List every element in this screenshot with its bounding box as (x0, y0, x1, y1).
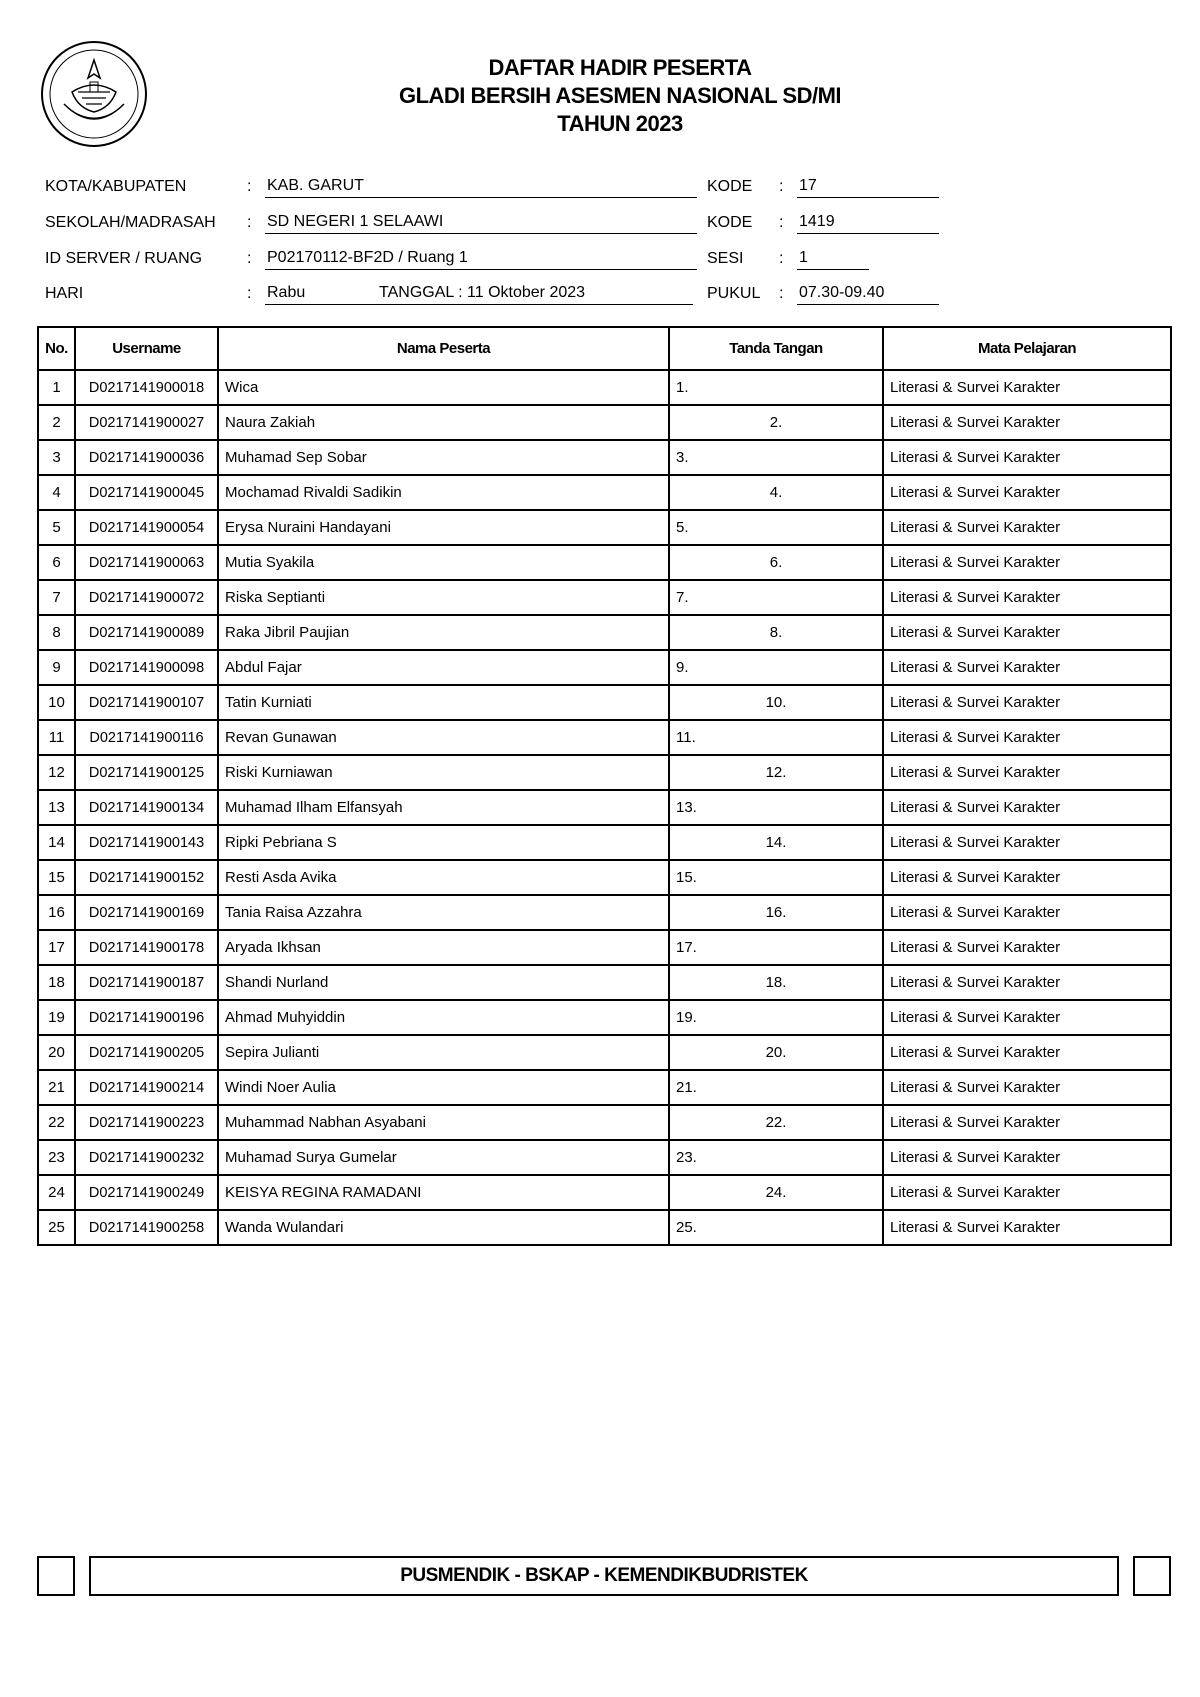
row-subject: Literasi & Survei Karakter (883, 1105, 1171, 1140)
tanggal-field (379, 284, 693, 305)
row-no: 11 (38, 720, 75, 755)
row-username: D0217141900205 (75, 1035, 218, 1070)
row-name: Erysa Nuraini Handayani (218, 510, 669, 545)
row-subject: Literasi & Survei Karakter (883, 1175, 1171, 1210)
row-subject: Literasi & Survei Karakter (883, 1035, 1171, 1070)
row-no: 16 (38, 895, 75, 930)
row-name: Naura Zakiah (218, 405, 669, 440)
row-no: 21 (38, 1070, 75, 1105)
table-row (38, 440, 1171, 475)
table-row (38, 615, 1171, 650)
row-signature: 2. (669, 405, 883, 440)
row-signature: 6. (669, 545, 883, 580)
row-no: 8 (38, 615, 75, 650)
row-no: 13 (38, 790, 75, 825)
row-no: 18 (38, 965, 75, 1000)
table-row (38, 580, 1171, 615)
table-row (38, 1140, 1171, 1175)
title-line-1: DAFTAR HADIR PESERTA (488, 55, 752, 80)
row-name: Revan Gunawan (218, 720, 669, 755)
row-subject: Literasi & Survei Karakter (883, 1210, 1171, 1245)
table-row (38, 860, 1171, 895)
sekolah-label: SEKOLAH/MADRASAH (45, 214, 216, 231)
row-username: D0217141900072 (75, 580, 218, 615)
row-username: D0217141900036 (75, 440, 218, 475)
header-mata-pelajaran: Mata Pelajaran (883, 327, 1171, 370)
kode1-label: KODE (707, 178, 753, 195)
server-value: P02170112-BF2D / Ruang 1 (265, 249, 697, 270)
row-subject: Literasi & Survei Karakter (883, 615, 1171, 650)
row-username: D0217141900089 (75, 615, 218, 650)
row-no: 2 (38, 405, 75, 440)
row-name: Riska Septianti (218, 580, 669, 615)
row-subject: Literasi & Survei Karakter (883, 790, 1171, 825)
row-no: 1 (38, 370, 75, 405)
row-subject: Literasi & Survei Karakter (883, 405, 1171, 440)
row-signature: 5. (669, 510, 883, 545)
row-username: D0217141900116 (75, 720, 218, 755)
row-no: 7 (38, 580, 75, 615)
table-row (38, 510, 1171, 545)
attendance-table (37, 326, 1172, 1246)
table-row (38, 475, 1171, 510)
row-signature: 18. (669, 965, 883, 1000)
table-row (38, 1175, 1171, 1210)
row-subject: Literasi & Survei Karakter (883, 580, 1171, 615)
row-name: Tania Raisa Azzahra (218, 895, 669, 930)
row-no: 9 (38, 650, 75, 685)
row-no: 3 (38, 440, 75, 475)
tut-wuri-handayani-logo (38, 38, 150, 150)
row-subject: Literasi & Survei Karakter (883, 475, 1171, 510)
kota-label: KOTA/KABUPATEN (45, 178, 187, 195)
row-signature: 14. (669, 825, 883, 860)
table-row (38, 755, 1171, 790)
hari-label: HARI (45, 285, 84, 302)
row-username: D0217141900249 (75, 1175, 218, 1210)
colon: : (247, 285, 252, 302)
row-username: D0217141900134 (75, 790, 218, 825)
sesi-label: SESI (707, 250, 744, 267)
row-signature: 7. (669, 580, 883, 615)
row-signature: 19. (669, 1000, 883, 1035)
row-username: D0217141900258 (75, 1210, 218, 1245)
table-row (38, 1210, 1171, 1245)
row-username: D0217141900063 (75, 545, 218, 580)
table-row (38, 1105, 1171, 1140)
footer-right-box (1133, 1556, 1171, 1596)
row-signature: 24. (669, 1175, 883, 1210)
row-no: 14 (38, 825, 75, 860)
row-no: 6 (38, 545, 75, 580)
header-no: No. (38, 327, 75, 370)
row-signature: 17. (669, 930, 883, 965)
row-username: D0217141900187 (75, 965, 218, 1000)
sekolah-value: SD NEGERI 1 SELAAWI (265, 213, 697, 234)
row-signature: 22. (669, 1105, 883, 1140)
server-label: ID SERVER / RUANG (45, 250, 203, 267)
row-signature: 13. (669, 790, 883, 825)
row-signature: 8. (669, 615, 883, 650)
kode1-value: 17 (797, 177, 939, 198)
row-subject: Literasi & Survei Karakter (883, 755, 1171, 790)
row-no: 22 (38, 1105, 75, 1140)
row-subject: Literasi & Survei Karakter (883, 965, 1171, 1000)
row-subject: Literasi & Survei Karakter (883, 650, 1171, 685)
row-name: Shandi Nurland (218, 965, 669, 1000)
row-username: D0217141900018 (75, 370, 218, 405)
row-subject: Literasi & Survei Karakter (883, 825, 1171, 860)
row-subject: Literasi & Survei Karakter (883, 685, 1171, 720)
hari-value: Rabu (265, 284, 379, 305)
pukul-value: 07.30-09.40 (797, 284, 939, 305)
row-username: D0217141900223 (75, 1105, 218, 1140)
row-no: 17 (38, 930, 75, 965)
row-name: Wica (218, 370, 669, 405)
row-name: Muhammad Nabhan Asyabani (218, 1105, 669, 1140)
row-subject: Literasi & Survei Karakter (883, 895, 1171, 930)
row-no: 20 (38, 1035, 75, 1070)
table-row (38, 895, 1171, 930)
row-name: Aryada Ikhsan (218, 930, 669, 965)
row-no: 23 (38, 1140, 75, 1175)
row-signature: 15. (669, 860, 883, 895)
title-line-2: GLADI BERSIH ASESMEN NASIONAL SD/MI (398, 83, 842, 108)
row-signature: 25. (669, 1210, 883, 1245)
tanggal-label: TANGGAL : (379, 284, 463, 301)
row-name: Muhamad Surya Gumelar (218, 1140, 669, 1175)
row-username: D0217141900045 (75, 475, 218, 510)
row-signature: 1. (669, 370, 883, 405)
header-tanda-tangan: Tanda Tangan (669, 327, 883, 370)
row-username: D0217141900054 (75, 510, 218, 545)
row-no: 10 (38, 685, 75, 720)
table-row (38, 405, 1171, 440)
row-name: Ahmad Muhyiddin (218, 1000, 669, 1035)
colon: : (779, 250, 784, 267)
table-row (38, 545, 1171, 580)
row-username: D0217141900169 (75, 895, 218, 930)
row-subject: Literasi & Survei Karakter (883, 930, 1171, 965)
row-subject: Literasi & Survei Karakter (883, 370, 1171, 405)
table-row (38, 825, 1171, 860)
row-name: Mochamad Rivaldi Sadikin (218, 475, 669, 510)
row-signature: 10. (669, 685, 883, 720)
table-row (38, 930, 1171, 965)
row-name: Windi Noer Aulia (218, 1070, 669, 1105)
table-row (38, 720, 1171, 755)
row-no: 5 (38, 510, 75, 545)
row-no: 19 (38, 1000, 75, 1035)
row-name: Riski Kurniawan (218, 755, 669, 790)
header-nama-peserta: Nama Peserta (218, 327, 669, 370)
kode2-label: KODE (707, 214, 753, 231)
colon: : (779, 285, 784, 302)
row-subject: Literasi & Survei Karakter (883, 1000, 1171, 1035)
colon: : (779, 214, 784, 231)
row-subject: Literasi & Survei Karakter (883, 1140, 1171, 1175)
footer-left-box (37, 1556, 75, 1596)
row-name: Muhamad Sep Sobar (218, 440, 669, 475)
row-signature: 12. (669, 755, 883, 790)
row-signature: 21. (669, 1070, 883, 1105)
row-username: D0217141900027 (75, 405, 218, 440)
row-name: Ripki Pebriana S (218, 825, 669, 860)
row-username: D0217141900098 (75, 650, 218, 685)
row-username: D0217141900214 (75, 1070, 218, 1105)
table-row (38, 965, 1171, 1000)
table-row (38, 1035, 1171, 1070)
row-subject: Literasi & Survei Karakter (883, 1070, 1171, 1105)
row-name: Muhamad Ilham Elfansyah (218, 790, 669, 825)
sesi-value: 1 (797, 249, 869, 270)
row-signature: 16. (669, 895, 883, 930)
row-name: Abdul Fajar (218, 650, 669, 685)
row-signature: 3. (669, 440, 883, 475)
row-username: D0217141900107 (75, 685, 218, 720)
footer-label: PUSMENDIK - BSKAP - KEMENDIKBUDRISTEK (89, 1556, 1119, 1596)
row-name: Tatin Kurniati (218, 685, 669, 720)
row-subject: Literasi & Survei Karakter (883, 545, 1171, 580)
row-username: D0217141900232 (75, 1140, 218, 1175)
row-signature: 4. (669, 475, 883, 510)
row-no: 24 (38, 1175, 75, 1210)
row-subject: Literasi & Survei Karakter (883, 860, 1171, 895)
row-signature: 20. (669, 1035, 883, 1070)
colon: : (247, 250, 252, 267)
table-row (38, 790, 1171, 825)
row-name: Mutia Syakila (218, 545, 669, 580)
row-no: 15 (38, 860, 75, 895)
row-signature: 9. (669, 650, 883, 685)
row-subject: Literasi & Survei Karakter (883, 720, 1171, 755)
table-row (38, 370, 1171, 405)
row-no: 25 (38, 1210, 75, 1245)
table-row (38, 650, 1171, 685)
row-subject: Literasi & Survei Karakter (883, 440, 1171, 475)
row-username: D0217141900196 (75, 1000, 218, 1035)
row-username: D0217141900143 (75, 825, 218, 860)
colon: : (247, 178, 252, 195)
colon: : (247, 214, 252, 231)
pukul-label: PUKUL (707, 285, 761, 302)
row-signature: 11. (669, 720, 883, 755)
table-row (38, 1000, 1171, 1035)
row-signature: 23. (669, 1140, 883, 1175)
row-subject: Literasi & Survei Karakter (883, 510, 1171, 545)
row-name: Raka Jibril Paujian (218, 615, 669, 650)
title-line-3: TAHUN 2023 (557, 111, 683, 136)
tanggal-value: 11 Oktober 2023 (467, 284, 586, 301)
row-username: D0217141900125 (75, 755, 218, 790)
row-name: Wanda Wulandari (218, 1210, 669, 1245)
row-username: D0217141900152 (75, 860, 218, 895)
row-name: Resti Asda Avika (218, 860, 669, 895)
row-name: KEISYA REGINA RAMADANI (218, 1175, 669, 1210)
table-row (38, 685, 1171, 720)
header-username: Username (75, 327, 218, 370)
row-no: 4 (38, 475, 75, 510)
row-no: 12 (38, 755, 75, 790)
colon: : (779, 178, 784, 195)
row-username: D0217141900178 (75, 930, 218, 965)
table-row (38, 1070, 1171, 1105)
table-header-row (38, 327, 1171, 370)
kode2-value: 1419 (797, 213, 939, 234)
row-name: Sepira Julianti (218, 1035, 669, 1070)
kota-value: KAB. GARUT (265, 177, 697, 198)
